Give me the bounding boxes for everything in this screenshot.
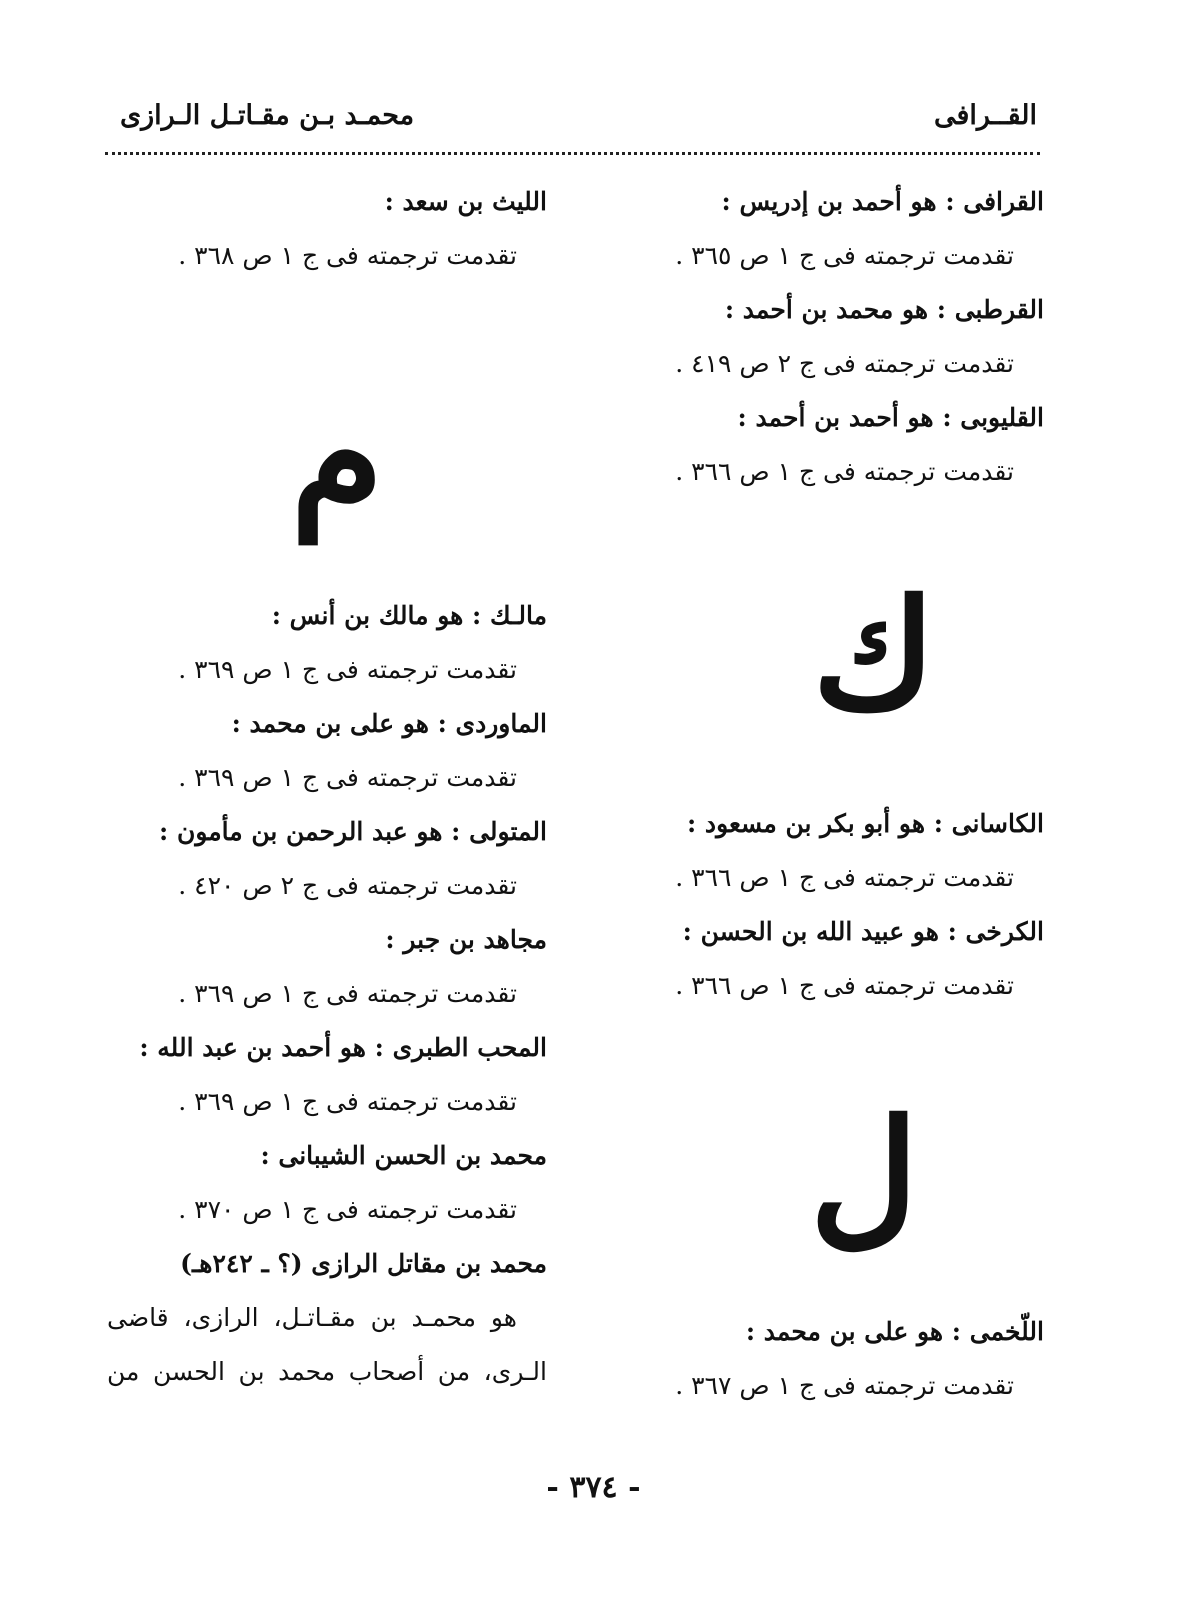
entry-reference: تقدمت ترجمته فى ج ١ ص ٣٦٩ . [178,979,517,1008]
entry-name: المتولى : هو عبد الرحمن بن مأمون : [159,817,547,846]
section-letter-kaf: ك [812,567,936,743]
entry-name: القرطبى : هو محمد بن أحمد : [724,295,1044,324]
entry-kasani [624,797,1044,905]
entry-name: اللّخمى : هو على بن محمد : [745,1317,1044,1346]
entry-muhib-tabari [107,1021,547,1129]
biography-line: الـرى، من أصحاب محمد بن الحسن من [107,1357,547,1386]
header-dotted-rule [105,152,1040,155]
entry-name: محمد بن الحسن الشيبانى : [260,1141,547,1170]
entry-karkhi [624,905,1044,1013]
entry-reference: تقدمت ترجمته فى ج ١ ص ٣٦٦ . [675,863,1014,892]
entry-reference: تقدمت ترجمته فى ج ١ ص ٣٦٩ . [178,655,517,684]
entry-malik [107,589,547,697]
entry-name: الكرخى : هو عبيد الله بن الحسن : [682,917,1044,946]
entry-name: القليوبى : هو أحمد بن أحمد : [737,403,1044,432]
entry-reference: تقدمت ترجمته فى ج ٢ ص ٤٢٠ . [178,871,517,900]
entry-reference: تقدمت ترجمته فى ج ١ ص ٣٦٩ . [178,763,517,792]
left-column [107,175,547,1425]
entry-name: مجاهد بن جبر : [385,925,547,954]
entry-shaybani [107,1129,547,1237]
running-header-left: محمـد بـن مقـاتـل الـرازى [120,100,415,131]
entry-reference: تقدمت ترجمته فى ج ١ ص ٣٧٠ . [178,1195,517,1224]
entry-name: مالـك : هو مالك بن أنس : [271,601,547,630]
entry-mujahid [107,913,547,1021]
entry-reference: تقدمت ترجمته فى ج ١ ص ٣٦٦ . [675,971,1014,1000]
entry-name: محمد بن مقاتل الرازى (؟ ـ ٢٤٢هـ) [180,1249,547,1278]
entry-reference: تقدمت ترجمته فى ج ١ ص ٣٦٨ . [178,241,517,270]
entry-layth [107,175,547,283]
entry-reference: تقدمت ترجمته فى ج ١ ص ٣٦٥ . [675,241,1014,270]
entry-reference: تقدمت ترجمته فى ج ١ ص ٣٦٧ . [675,1371,1014,1400]
page-number: - ٣٧٤ - [546,1470,641,1505]
entry-lakhmi [624,1305,1044,1413]
entry-reference: تقدمت ترجمته فى ج ٢ ص ٤١٩ . [675,349,1014,378]
entry-reference: تقدمت ترجمته فى ج ١ ص ٣٦٩ . [178,1087,517,1116]
entry-biography [107,1291,547,1399]
entry-reference: تقدمت ترجمته فى ج ١ ص ٣٦٦ . [675,457,1014,486]
entry-razi [107,1237,547,1399]
biography-line: هو محمـد بن مقـاتـل، الرازى، قاضى [107,1303,517,1332]
section-letter-lam: ل [809,1087,919,1263]
entry-qalyubi [624,391,1044,499]
entry-name: الماوردى : هو على بن محمد : [231,709,547,738]
entry-name: المحب الطبرى : هو أحمد بن عبد الله : [139,1033,547,1062]
entry-qurtubi [624,283,1044,391]
entry-mutawalli [107,805,547,913]
entry-mawardi [107,697,547,805]
entry-name: الكاسانى : هو أبو بكر بن مسعود : [687,809,1044,838]
entry-name: القرافى : هو أحمد بن إدريس : [721,187,1044,216]
entry-qarafi [624,175,1044,283]
entry-name: الليث بن سعد : [384,187,547,216]
running-header-right: القــرافى [933,100,1037,131]
right-column [624,175,1044,1425]
section-letter-mim: م [290,367,384,543]
